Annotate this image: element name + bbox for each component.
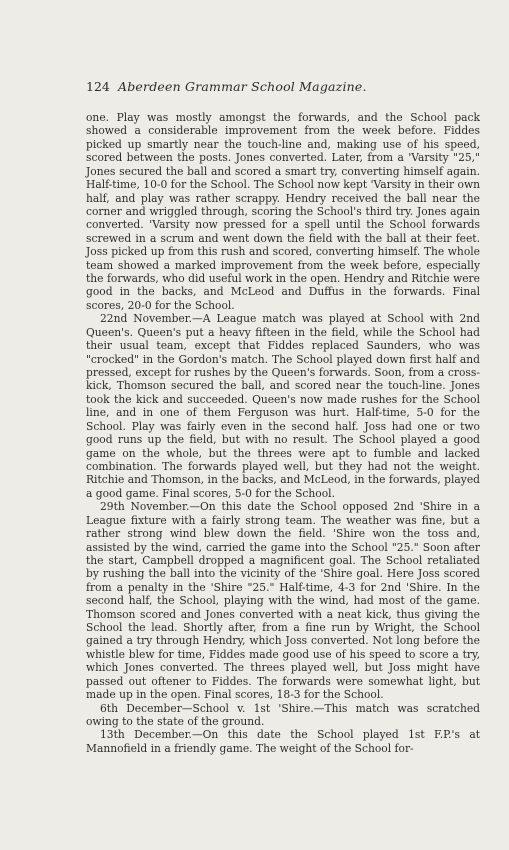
paragraph-continuation: one. Play was mostly amongst the forwards, and the School pack showed a considerable improvement from the week before. Fiddes picked up smartly near the touch-line and, making use of his speed, scored between the posts. Jones converted. Later, from a 'Varsity "25," Jones secured the ball and scored a smart try, converting himself again. Half-time, 10-0 for the School. The School now kept 'Varsity in their own half, and play was rather scrappy. Hendry received the ball near the corner and wriggled through, scoring the School's third try. Jones again converted. 'Varsity now pressed for a spell until the School forwards screwed in a scrum and went down the field with the ball at their feet. Joss picked up from this rush and scored, converting himself. The whole team showed a marked improvement from the week before, especially the forwards, who did useful work in the open. Hendry and Ritchie were good in the backs, and McLeod and Duffus in the forwards. Final scores, 20-0 for the School. [86,111,480,312]
paragraph-13th-december: 13th December.—On this date the School played 1st F.P.'s at Mannofield in a friendly game. The weight of the School for- [86,728,480,755]
journal-title: Aberdeen Grammar School Magazine. [118,79,367,94]
paragraph-6th-december: 6th December—School v. 1st 'Shire.—This match was scratched owing to the state of the ground. [86,701,480,728]
page-number: 124 [86,79,110,94]
article-body [86,111,480,755]
running-header [86,78,438,96]
paragraph-29th-november: 29th November.—On this date the School opposed 2nd 'Shire in a League fixture with a fairly strong team. The weather was fine, but a rather strong wind blew down the field. 'Shire won the toss and, assisted by the wind, carried the game into the School "25." Soon after the start, Campbell dropped a magnificent goal. The School retaliated by rushing the ball into the vicinity of the 'Shire goal. Here Joss scored from a penalty in the 'Shire "25." Half-time, 4-3 for 2nd 'Shire. In the second half, the School, playing with the wind, had most of the game. Thomson scored and Jones converted with a neat kick, thus giving the School the lead. Shortly after, from a fine run by Wright, the School gained a try through Hendry, which Joss converted. Not long before the whistle blew for time, Fiddes made good use of his speed to score a try, which Jones converted. The threes played well, but Joss might have passed out oftener to Fiddes. The forwards were somewhat light, but made up in the open. Final scores, 18-3 for the School. [86,500,480,702]
paragraph-22nd-november: 22nd November.—A League match was played at School with 2nd Queen's. Queen's put a heavy fifteen in the field, while the School had their usual team, except that Fiddes replaced Saunders, who was "crocked" in the Gordon's match. The School played down first half and pressed, except for rushes by the Queen's forwards. Soon, from a cross-kick, Thomson secured the ball, and scored near the touch-line. Jones took the kick and succeeded. Queen's now made rushes for the School line, and in one of them Ferguson was hurt. Half-time, 5-0 for the School. Play was fairly even in the second half. Joss had one or two good runs up the field, but with no result. The School played a good game on the whole, but the threes were apt to fumble and lacked combination. The forwards played well, but they had not the weight. Ritchie and Thomson, in the backs, and McLeod, in the forwards, played a good game. Final scores, 5-0 for the School. [86,312,480,500]
